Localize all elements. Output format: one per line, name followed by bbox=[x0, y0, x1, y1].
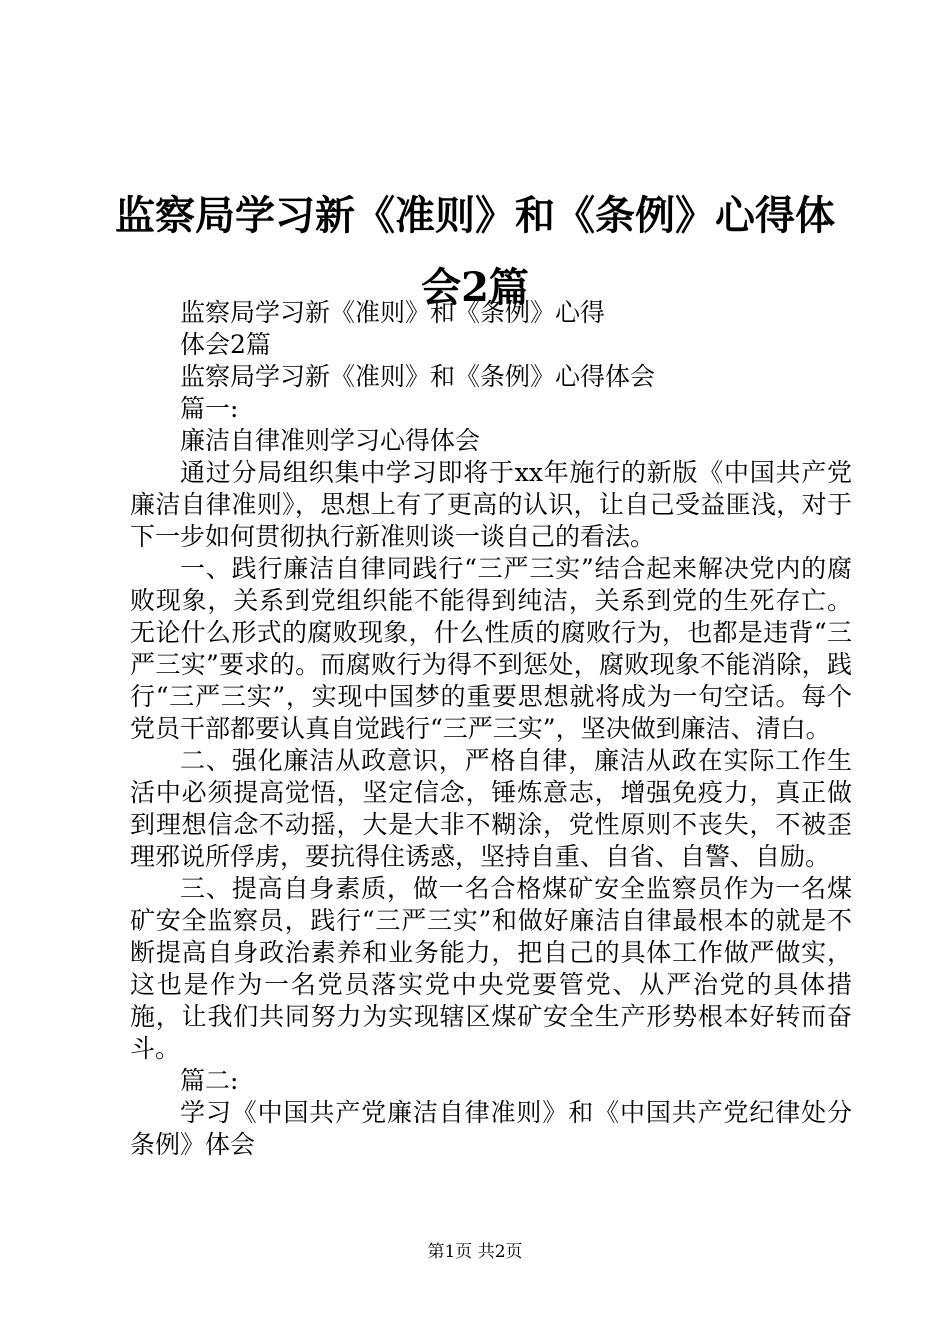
paragraph: 监察局学习新《准则》和《条例》心得 bbox=[180, 298, 606, 327]
document-title: 监察局学习新《准则》和《条例》心得体会2篇 bbox=[115, 192, 835, 311]
paragraph: 监察局学习新《准则》和《条例》心得体会 bbox=[180, 362, 656, 391]
paragraph: 一、践行廉洁自律同践行“三严三实”结合起来解决党内的腐败现象，关系到党组织能不能得到纯洁，关系到党的生死存亡。无论什么形式的腐败现象，什么性质的腐败行为，也都是违背“三严三实”要求的。而腐败行为得不到惩处，腐败现象不能消除，践行“三严三实”，实现中国梦的重要思想就将成为一句空话。每个党员干部都要认真自觉践行“三严三实”，坚决做到廉洁、清白。 bbox=[130, 554, 852, 743]
paragraph: 学习《中国共产党廉洁自律准则》和《中国共产党纪律处分条例》体会 bbox=[130, 1098, 852, 1159]
paragraph: 廉洁自律准则学习心得体会 bbox=[180, 426, 481, 455]
page-footer: 第1页 共2页 bbox=[427, 1242, 523, 1262]
paragraph: 体会2篇 bbox=[180, 330, 271, 359]
paragraph: 三、提高自身素质，做一名合格煤矿安全监察员作为一名煤矿安全监察员，践行“三严三实”和做好廉洁自律最根本的就是不断提高自身政治素养和业务能力，把自己的具体工作做严做实，这也是作为一名党员落实党中央党要管党、从严治党的具体措施，让我们共同努力为实现辖区煤矿安全生产形势根本好转而奋斗。 bbox=[130, 874, 852, 1063]
paragraph: 通过分局组织集中学习即将于xx年施行的新版《中国共产党廉洁自律准则》，思想上有了更高的认识，让自己受益匪浅，对于下一步如何贯彻执行新准则谈一谈自己的看法。 bbox=[130, 458, 852, 551]
paragraph: 二、强化廉洁从政意识，严格自律，廉洁从政在实际工作生活中必须提高觉悟，坚定信念，锤炼意志，增强免疫力，真正做到理想信念不动摇，大是大非不糊涂，党性原则不丧失，不被歪理邪说所俘虏，要抗得住诱惑，坚持自重、自省、自警、自励。 bbox=[130, 746, 852, 871]
document-body bbox=[130, 297, 852, 1161]
section-heading: 篇一: bbox=[180, 394, 239, 423]
section-heading: 篇二: bbox=[180, 1066, 239, 1095]
